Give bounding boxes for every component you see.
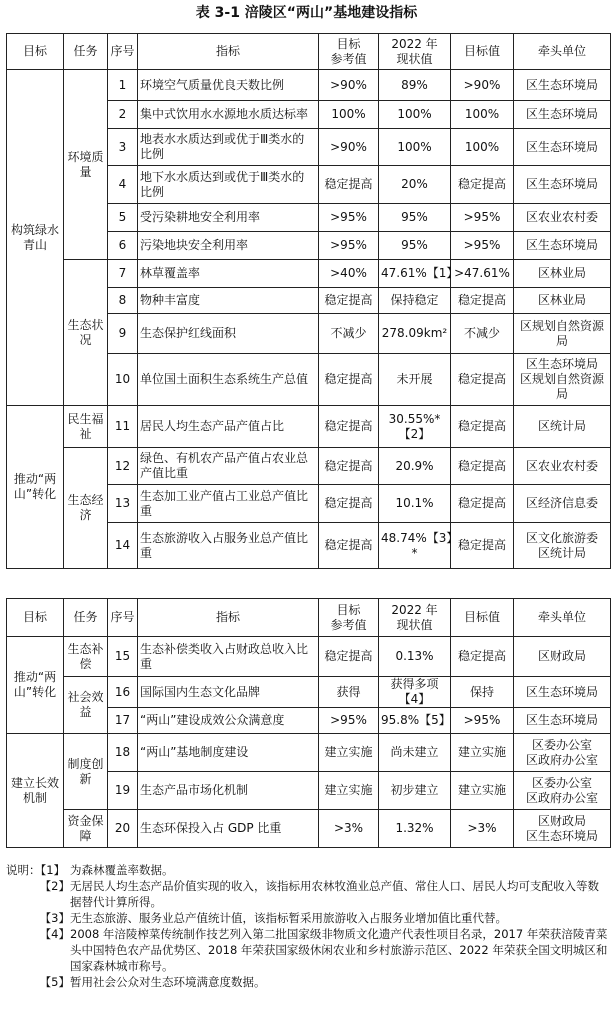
header-target: 目标值	[451, 34, 514, 70]
cell-ref: >3%	[319, 810, 379, 848]
cell-unit: 区生态环境局	[514, 232, 611, 260]
cell-ref: 建立实施	[319, 734, 379, 772]
cell-unit: 区生态环境局	[514, 166, 611, 204]
cell-no: 17	[108, 708, 138, 734]
indicator-table-part1	[6, 33, 611, 569]
cell-unit: 区财政局	[514, 637, 611, 677]
table-row	[7, 734, 611, 772]
cell-cur: 20%	[379, 166, 451, 204]
cell-task: 资金保障	[64, 810, 108, 848]
cell-cur: 95%	[379, 232, 451, 260]
note-marker: 【3】	[39, 911, 70, 925]
cell-target: >3%	[451, 810, 514, 848]
cell-target: 稳定提高	[451, 288, 514, 314]
cell-unit: 区生态环境局	[514, 677, 611, 708]
table-row	[7, 677, 611, 708]
table-row	[7, 70, 611, 101]
cell-unit: 区规划自然资源局	[514, 314, 611, 354]
cell-unit: 区生态环境局	[514, 708, 611, 734]
cell-indicator: 居民人均生态产品产值占比	[138, 406, 319, 448]
cell-indicator: 物种丰富度	[138, 288, 319, 314]
cell-target: 稳定提高	[451, 485, 514, 523]
cell-cur: 95%	[379, 204, 451, 232]
cell-cur: 未开展	[379, 354, 451, 406]
cell-indicator: 单位国土面积生态系统生产总值	[138, 354, 319, 406]
header-task: 任务	[64, 599, 108, 637]
cell-unit: 区委办公室 区政府办公室	[514, 772, 611, 810]
cell-no: 6	[108, 232, 138, 260]
cell-unit: 区生态环境局	[514, 70, 611, 101]
cell-no: 18	[108, 734, 138, 772]
header-ref: 目标 参考值	[319, 599, 379, 637]
cell-target: 不减少	[451, 314, 514, 354]
cell-unit: 区林业局	[514, 260, 611, 288]
cell-goal: 建立长效机制	[7, 734, 64, 848]
cell-target: >95%	[451, 232, 514, 260]
cell-target: 100%	[451, 101, 514, 129]
cell-cur: 278.09km²	[379, 314, 451, 354]
cell-indicator: 生态旅游收入占服务业总产值比重	[138, 523, 319, 569]
cell-indicator: “两山”建设成效公众满意度	[138, 708, 319, 734]
cell-cur: 1.32%	[379, 810, 451, 848]
cell-cur: 20.9%	[379, 448, 451, 485]
header-unit: 牵头单位	[514, 34, 611, 70]
table-title: 表 3-1 涪陵区“两山”基地建设指标	[195, 5, 418, 21]
cell-cur: 获得多项【4】	[379, 677, 451, 708]
header-row	[7, 34, 611, 70]
header-row	[7, 599, 611, 637]
note-text: 为森林覆盖率数据。	[70, 863, 174, 877]
header-indicator: 指标	[138, 599, 319, 637]
cell-no: 8	[108, 288, 138, 314]
cell-indicator: 绿色、有机农产品产值占农业总产值比重	[138, 448, 319, 485]
cell-unit: 区生态环境局	[514, 129, 611, 166]
cell-target: >95%	[451, 204, 514, 232]
cell-no: 10	[108, 354, 138, 406]
cell-no: 4	[108, 166, 138, 204]
cell-no: 11	[108, 406, 138, 448]
cell-unit: 区农业农村委	[514, 204, 611, 232]
cell-indicator: 生态补偿类收入占财政总收入比重	[138, 637, 319, 677]
cell-target: >90%	[451, 70, 514, 101]
cell-no: 5	[108, 204, 138, 232]
cell-no: 2	[108, 101, 138, 129]
cell-goal: 推动“两山”转化	[7, 406, 64, 569]
cell-ref: 稳定提高	[319, 166, 379, 204]
header-goal: 目标	[7, 599, 64, 637]
cell-target: 100%	[451, 129, 514, 166]
cell-unit: 区林业局	[514, 288, 611, 314]
header-unit: 牵头单位	[514, 599, 611, 637]
table-row	[7, 448, 611, 485]
cell-indicator: 地表水水质达到或优于Ⅲ类水的比例	[138, 129, 319, 166]
cell-unit: 区生态环境局 区规划自然资源局	[514, 354, 611, 406]
cell-task: 社会效益	[64, 677, 108, 734]
cell-no: 13	[108, 485, 138, 523]
cell-unit: 区委办公室 区政府办公室	[514, 734, 611, 772]
cell-indicator: 地下水水质达到或优于Ⅲ类水的比例	[138, 166, 319, 204]
note-text: 2008 年涪陵榨菜传统制作技艺列入第二批国家级非物质文化遗产代表性项目名录，2017 年荣获涪陵青菜头中国特色农产品优势区、2018 年荣获国家级休闲农业和乡村旅游示范区、2022 年荣获全国文明城区和国家森林城市称号。	[70, 927, 608, 973]
cell-cur: 48.74%【3】*	[379, 523, 451, 569]
note-item	[6, 862, 610, 878]
cell-task: 生态经济	[64, 448, 108, 569]
header-indicator: 指标	[138, 34, 319, 70]
cell-unit: 区统计局	[514, 406, 611, 448]
note-text: 无居民人均生态产品价值实现的收入，该指标用农林牧渔业总产值、常住人口、居民人均可支配收入等数据替代计算所得。	[70, 879, 599, 909]
notes-section	[6, 862, 610, 990]
cell-unit: 区经济信息委	[514, 485, 611, 523]
cell-target: 稳定提高	[451, 406, 514, 448]
cell-ref: 100%	[319, 101, 379, 129]
cell-target: 稳定提高	[451, 448, 514, 485]
cell-ref: 稳定提高	[319, 354, 379, 406]
cell-no: 15	[108, 637, 138, 677]
cell-cur: 0.13%	[379, 637, 451, 677]
note-text: 无生态旅游、服务业总产值统计值，该指标暂采用旅游收入占服务业增加值比重代替。	[70, 911, 507, 925]
table-row	[7, 406, 611, 448]
cell-ref: >90%	[319, 70, 379, 101]
cell-cur: 尚未建立	[379, 734, 451, 772]
cell-cur: 初步建立	[379, 772, 451, 810]
header-goal: 目标	[7, 34, 64, 70]
note-item	[6, 974, 610, 990]
cell-target: 保持	[451, 677, 514, 708]
cell-no: 19	[108, 772, 138, 810]
cell-task: 环境质量	[64, 70, 108, 260]
header-no: 序号	[108, 34, 138, 70]
cell-ref: 稳定提高	[319, 288, 379, 314]
note-text: 暂用社会公众对生态环境满意度数据。	[70, 975, 266, 989]
cell-cur: 89%	[379, 70, 451, 101]
header-cur: 2022 年 现状值	[379, 34, 451, 70]
cell-no: 14	[108, 523, 138, 569]
cell-ref: 建立实施	[319, 772, 379, 810]
cell-cur: 100%	[379, 129, 451, 166]
cell-goal: 构筑绿水青山	[7, 70, 64, 406]
cell-unit: 区农业农村委	[514, 448, 611, 485]
cell-task: 民生福祉	[64, 406, 108, 448]
cell-target: 建立实施	[451, 772, 514, 810]
cell-task: 生态状况	[64, 260, 108, 406]
cell-no: 3	[108, 129, 138, 166]
indicator-table-part2	[6, 598, 611, 848]
header-ref: 目标 参考值	[319, 34, 379, 70]
note-marker: 说明：【1】	[6, 863, 66, 877]
table-row	[7, 810, 611, 848]
cell-ref: >95%	[319, 708, 379, 734]
cell-no: 16	[108, 677, 138, 708]
cell-no: 20	[108, 810, 138, 848]
cell-indicator: 污染地块安全利用率	[138, 232, 319, 260]
cell-cur: 30.55%*【2】	[379, 406, 451, 448]
cell-indicator: 环境空气质量优良天数比例	[138, 70, 319, 101]
cell-indicator: 生态保护红线面积	[138, 314, 319, 354]
header-no: 序号	[108, 599, 138, 637]
cell-cur: 95.8%【5】	[379, 708, 451, 734]
note-marker: 【2】	[39, 879, 70, 893]
cell-target: >47.61%	[451, 260, 514, 288]
cell-ref: >90%	[319, 129, 379, 166]
note-item	[6, 926, 610, 974]
note-item	[6, 910, 610, 926]
cell-ref: 稳定提高	[319, 485, 379, 523]
cell-ref: 不减少	[319, 314, 379, 354]
cell-unit: 区财政局 区生态环境局	[514, 810, 611, 848]
cell-indicator: 受污染耕地安全利用率	[138, 204, 319, 232]
cell-task: 生态补偿	[64, 637, 108, 677]
cell-ref: >95%	[319, 204, 379, 232]
cell-task: 制度创新	[64, 734, 108, 810]
cell-indicator: “两山”基地制度建设	[138, 734, 319, 772]
cell-unit: 区生态环境局	[514, 101, 611, 129]
table-row	[7, 260, 611, 288]
cell-target: >95%	[451, 708, 514, 734]
cell-ref: 稳定提高	[319, 523, 379, 569]
header-target: 目标值	[451, 599, 514, 637]
note-item	[6, 878, 610, 910]
header-task: 任务	[64, 34, 108, 70]
cell-indicator: 生态产品市场化机制	[138, 772, 319, 810]
cell-ref: 稳定提高	[319, 637, 379, 677]
cell-target: 建立实施	[451, 734, 514, 772]
note-marker: 【4】	[39, 927, 70, 941]
cell-no: 1	[108, 70, 138, 101]
cell-cur: 100%	[379, 101, 451, 129]
cell-cur: 保持稳定	[379, 288, 451, 314]
cell-unit: 区文化旅游委 区统计局	[514, 523, 611, 569]
cell-target: 稳定提高	[451, 166, 514, 204]
cell-goal: 推动“两山”转化	[7, 637, 64, 734]
cell-indicator: 国际国内生态文化品牌	[138, 677, 319, 708]
cell-no: 12	[108, 448, 138, 485]
cell-cur: 47.61%【1】	[379, 260, 451, 288]
cell-ref: 稳定提高	[319, 406, 379, 448]
cell-target: 稳定提高	[451, 637, 514, 677]
cell-indicator: 生态加工业产值占工业总产值比重	[138, 485, 319, 523]
cell-cur: 10.1%	[379, 485, 451, 523]
header-cur: 2022 年 现状值	[379, 599, 451, 637]
cell-indicator: 集中式饮用水水源地水质达标率	[138, 101, 319, 129]
cell-no: 7	[108, 260, 138, 288]
cell-indicator: 生态环保投入占 GDP 比重	[138, 810, 319, 848]
cell-ref: >40%	[319, 260, 379, 288]
cell-ref: 获得	[319, 677, 379, 708]
cell-indicator: 林草覆盖率	[138, 260, 319, 288]
table-row	[7, 637, 611, 677]
note-marker: 【5】	[39, 975, 70, 989]
cell-ref: 稳定提高	[319, 448, 379, 485]
cell-target: 稳定提高	[451, 354, 514, 406]
cell-no: 9	[108, 314, 138, 354]
cell-ref: >95%	[319, 232, 379, 260]
cell-target: 稳定提高	[451, 523, 514, 569]
